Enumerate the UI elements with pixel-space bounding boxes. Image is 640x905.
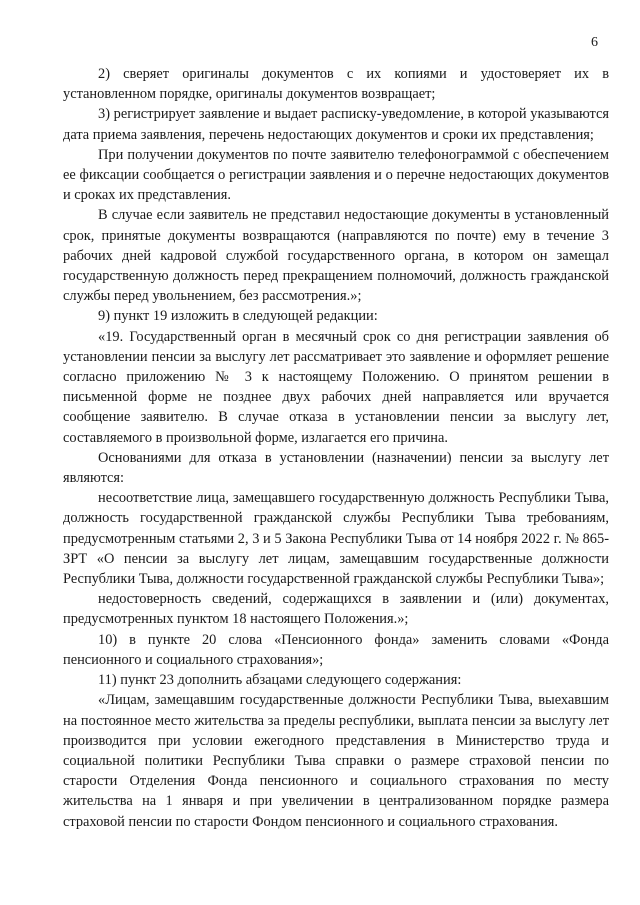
paragraph-item-2: 2) сверяет оригиналы документов с их копиями и удостоверяет их в установленном порядке, оригиналы документов возвращает; <box>63 66 609 103</box>
paragraph-refusal-grounds: Основаниями для отказа в установлении (назначении) пенсии за выслугу лет являются: <box>63 449 609 487</box>
paragraph-ground-inaccuracy: недостоверность сведений, содержащихся в заявлении и (или) документах, предусмотренных пунктом 18 настоящего Положения.»; <box>63 591 609 628</box>
paragraph-missing-documents: В случае если заявитель не представил недостающие документы в установленный срок, принятые документы возвращаются (направляются по почте) ему в течение 3 рабочих дней кадровой службой государственного органа, в котором он замещал государственную должность перед прекращением полномочий, должность гражданской службы перед увольнением, без рассмотрения.»; <box>63 207 609 305</box>
document-body <box>63 64 609 832</box>
paragraph-item-10: 10) в пункте 20 слова «Пенсионного фонда» заменить словами «Фонда пенсионного и социального страхования»; <box>63 631 609 668</box>
paragraph-ground-nonconformity: несоответствие лица, замещавшего государственную должность Республики Тыва, должность государственной гражданской службы Республики Тыва требованиям, предусмотренным статьями 2, 3 и 5 Закона Республики Тыва от 14 ноября 2022 г. № 865-ЗРТ «О пенсии за выслугу лет лицам, замещавшим государственные должности Республики Тыва, должности государственной гражданской службы Республики Тыва»; <box>63 490 609 588</box>
paragraph-mail-notice: При получении документов по почте заявителю телефонограммой с обеспечением ее фиксации сообщается о регистрации заявления и о перечне недостающих документов и сроках их представления. <box>63 146 609 204</box>
page-number: 6 <box>591 35 598 50</box>
paragraph-item-9: 9) пункт 19 изложить в следующей редакции: <box>98 308 378 325</box>
paragraph-item-3: 3) регистрирует заявление и выдает расписку-уведомление, в которой указываются дата приема заявления, перечень недостающих документов и сроки их представления; <box>63 106 609 143</box>
paragraph-relocated-persons: «Лицам, замещавшим государственные должности Республики Тыва, выехавшим на постоянное место жительства за пределы республики, выплата пенсии за выслугу лет производится при условии ежегодного представления в Министерство труда и социальной политики Республики Тыва справки о размере страховой пенсии по старости Отделения Фонда пенсионного и социального страхования по месту жительства на 1 января и при увеличении в централизованном порядке размера страховой пенсии по старости Фондом пенсионного и социального страхования. <box>63 692 609 830</box>
paragraph-clause-19: «19. Государственный орган в месячный срок со дня регистрации заявления об установлении пенсии за выслугу лет рассматривает это заявление и оформляет решение согласно приложению № 3 к настоящему Положению. О принятом решении в письменной форме не позднее двух рабочих дней направляется или вручается сообщение заявителю. В случае отказа в установлении пенсии за выслугу лет, составляемого в произвольной форме, излагается его причина. <box>63 328 609 446</box>
paragraph-item-11: 11) пункт 23 дополнить абзацами следующего содержания: <box>98 672 462 689</box>
